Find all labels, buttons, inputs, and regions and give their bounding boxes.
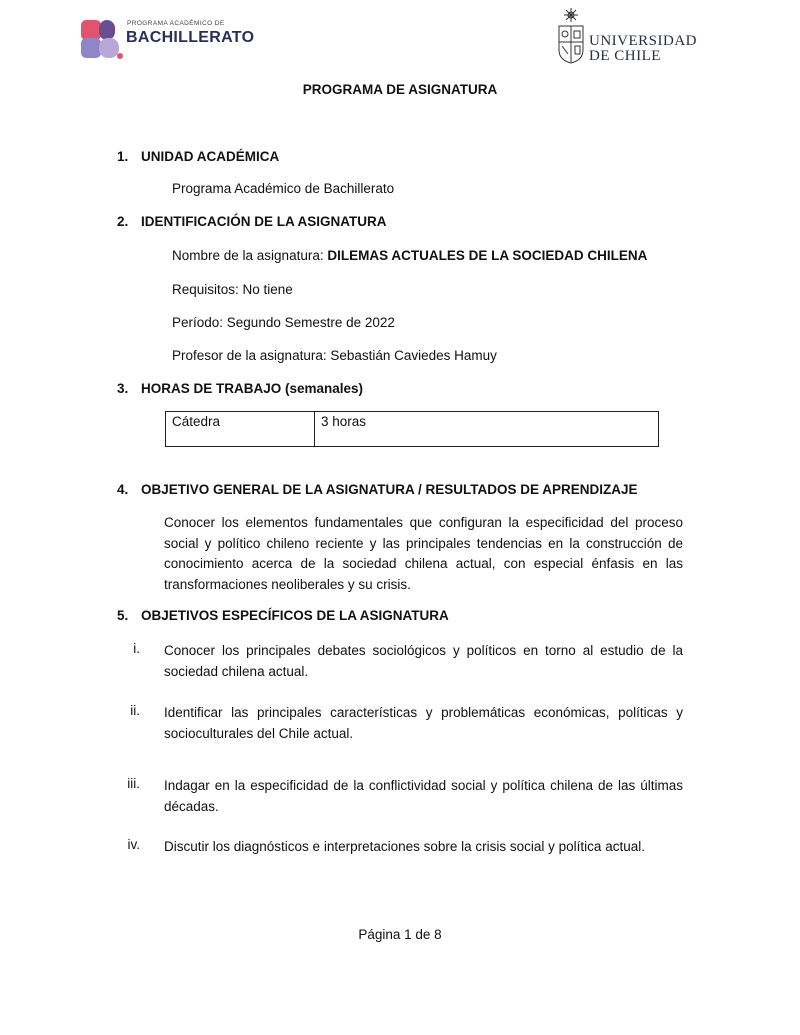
section-3-heading: 3. HORAS DE TRABAJO (semanales) <box>117 381 364 396</box>
list-item: Identificar las principales características y problemáticas económicas, políticas y socioculturales del Chile actual. <box>164 705 683 741</box>
section-5-heading: 5. OBJETIVOS ESPECÍFICOS DE LA ASIGNATURA <box>117 608 449 623</box>
list-item-number: iii. <box>127 776 140 791</box>
section-2-heading: 2. IDENTIFICACIÓN DE LA ASIGNATURA <box>117 214 387 229</box>
logo-small-text: PROGRAMA ACADÉMICO DE <box>127 20 225 27</box>
section-4-heading: 4. OBJETIVO GENERAL DE LA ASIGNATURA / RESULTADOS DE APRENDIZAJE <box>117 482 638 497</box>
list-item-number: iv. <box>127 837 140 852</box>
section-1-heading: 1. UNIDAD ACADÉMICA <box>117 149 280 164</box>
list-item: Conocer los principales debates sociológicos y políticos en torno al estudio de la sociedad chilena actual. <box>164 643 683 679</box>
list-item: Indagar en la especificidad de la conflictividad social y política chilena de las últimas décadas. <box>164 778 683 814</box>
list-item-number: ii. <box>130 703 140 718</box>
unidad-academica-value: Programa Académico de Bachillerato <box>172 181 395 196</box>
hours-table <box>165 411 659 447</box>
table-cell-horas: 3 horas <box>315 412 659 447</box>
bachillerato-logo <box>80 18 255 62</box>
list-item-number: i. <box>133 641 140 656</box>
universidad-de-chile-logo <box>556 8 696 66</box>
logo-big-text: BACHILLERATO <box>126 29 255 46</box>
objetivo-general-text: Conocer los elementos fundamentales que configuran la especificidad del proceso social y político chileno reciente y las principales tendencias en la construcción de conocimiento acerca de la sociedad chilena actual, con especial énfasis en las transformaciones neoliberales y su crisis. <box>164 515 683 592</box>
requisitos: Requisitos: No tiene <box>172 282 293 297</box>
bachillerato-mark-icon <box>80 18 124 62</box>
profesor: Profesor de la asignatura: Sebastián Caviedes Hamuy <box>172 348 497 363</box>
page-title: PROGRAMA DE ASIGNATURA <box>302 82 498 97</box>
nombre-asignatura: Nombre de la asignatura: DILEMAS ACTUALES DE LA SOCIEDAD CHILENA <box>172 248 648 263</box>
table-cell-catedra: Cátedra <box>166 412 315 447</box>
periodo: Período: Segundo Semestre de 2022 <box>172 315 395 330</box>
university-name: UNIVERSIDAD DE CHILE <box>589 33 697 64</box>
university-crest-icon <box>556 8 586 64</box>
list-item: Discutir los diagnósticos e interpretaciones sobre la crisis social y política actual. <box>164 839 645 854</box>
table-row <box>166 412 659 447</box>
page-number: Página 1 de 8 <box>358 927 442 942</box>
